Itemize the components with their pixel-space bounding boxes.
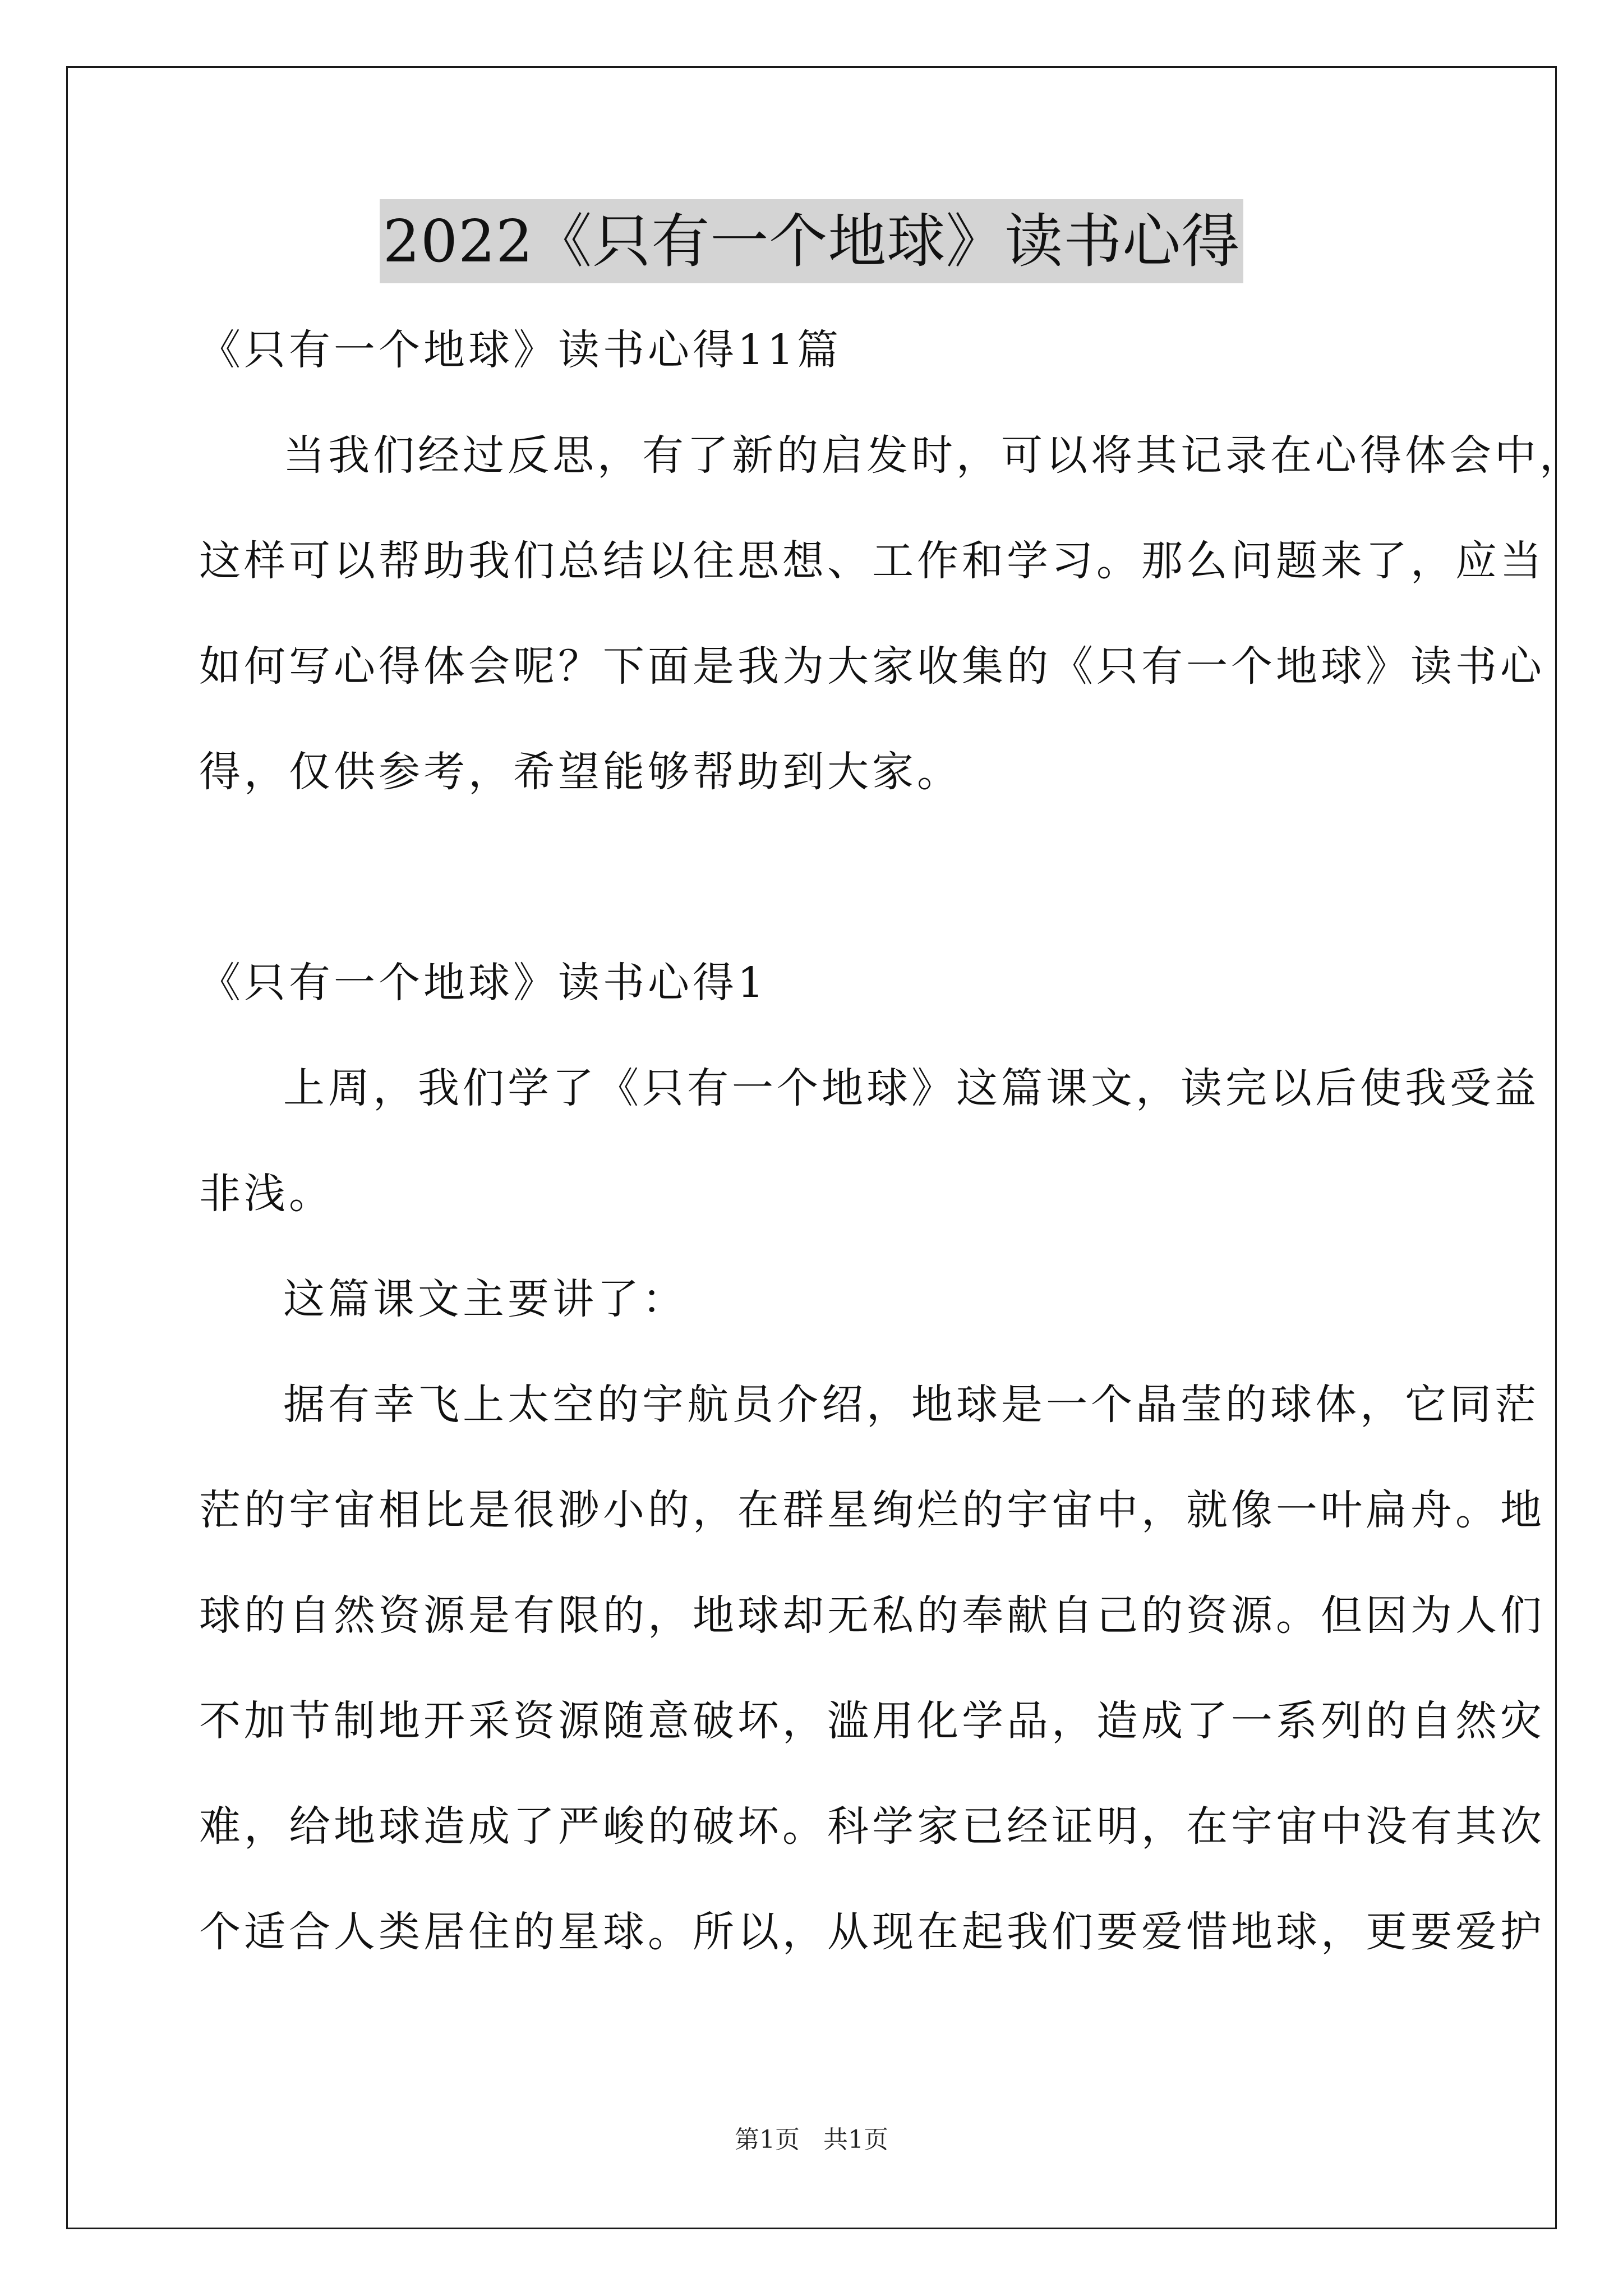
paragraph-line: 个适合人类居住的星球。所以，从现在起我们要爱惜地球，更要爱护 (199, 1908, 1545, 1956)
document-subtitle: 《只有一个地球》读书心得11篇 (199, 326, 842, 374)
paragraph-line: 茫的宇宙相比是很渺小的，在群星绚烂的宇宙中，就像一叶扁舟。地 (199, 1486, 1545, 1534)
page-total: 共1页 (823, 2125, 888, 2154)
title-wrap (0, 199, 1623, 283)
paragraph-line: 不加节制地开采资源随意破坏，滥用化学品，造成了一系列的自然灾 (199, 1697, 1545, 1745)
paragraph-line: 据有幸飞上太空的宇航员介绍，地球是一个晶莹的球体，它同茫 (283, 1381, 1539, 1429)
section-heading: 《只有一个地球》读书心得1 (199, 959, 768, 1007)
document-body (199, 297, 1584, 1985)
paragraph-line: 非浅。 (199, 1170, 334, 1218)
intro-line: 得，仅供参考，希望能够帮助到大家。 (199, 748, 962, 796)
intro-line: 当我们经过反思，有了新的启发时，可以将其记录在心得体会中， (283, 431, 1584, 480)
page-number: 第1页 (735, 2125, 800, 2154)
paragraph-line: 难，给地球造成了严峻的破坏。科学家已经证明，在宇宙中没有其次 (199, 1802, 1545, 1851)
page-footer (0, 2123, 1623, 2157)
paragraph-line: 球的自然资源是有限的，地球却无私的奉献自己的资源。但因为人们 (199, 1591, 1545, 1640)
document-title: 2022《只有一个地球》读书心得 (380, 199, 1244, 283)
paragraph-line: 这篇课文主要讲了： (283, 1275, 687, 1323)
intro-line: 如何写心得体会呢？下面是我为大家收集的《只有一个地球》读书心 (199, 642, 1545, 691)
paragraph-spacer (199, 825, 1430, 930)
paragraph-line: 上周，我们学了《只有一个地球》这篇课文，读完以后使我受益 (283, 1064, 1539, 1112)
intro-line: 这样可以帮助我们总结以往思想、工作和学习。那么问题来了，应当 (199, 537, 1545, 585)
